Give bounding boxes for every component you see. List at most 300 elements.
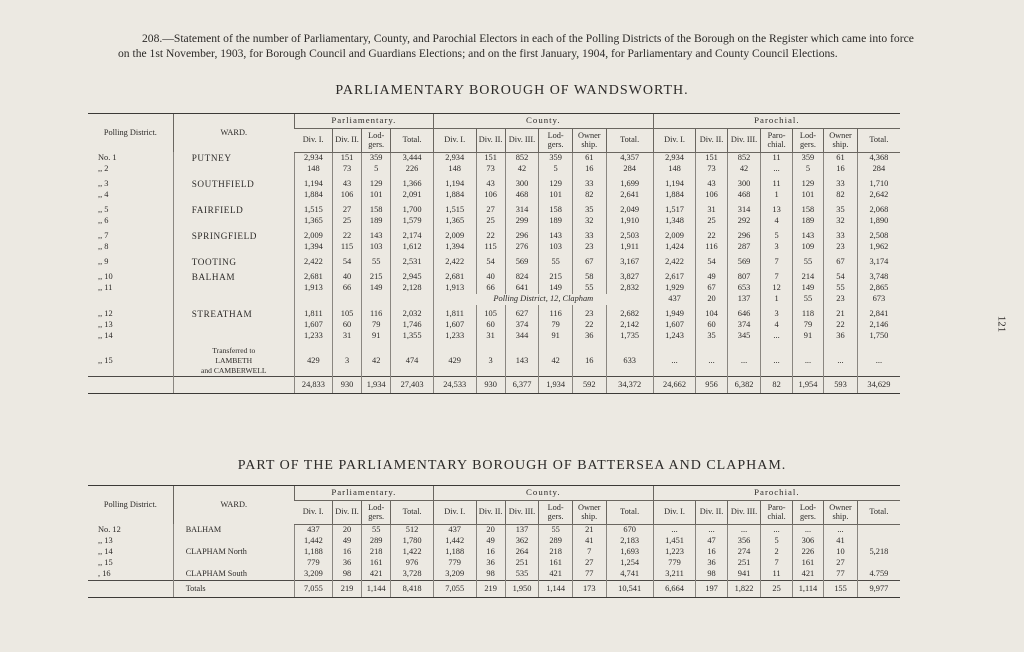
parochial-value: ... [696, 346, 727, 377]
parliamentary-value: 2,422 [294, 257, 332, 268]
parochial-total-value: 956 [696, 376, 727, 393]
county-value: 106 [476, 190, 505, 201]
county-value: 103 [539, 242, 573, 253]
parochial-value: ... [696, 524, 727, 536]
county-value: 362 [505, 536, 539, 547]
parochial-value: 1,949 [653, 309, 696, 320]
county-value: 1,188 [433, 547, 476, 558]
parochial-value: 149 [792, 283, 823, 294]
parliamentary-value: 79 [362, 320, 391, 331]
county-value: 824 [505, 272, 539, 283]
county-value: 20 [476, 524, 505, 536]
parochial-value: ... [857, 346, 900, 377]
parochial-value: 101 [792, 190, 823, 201]
parliamentary-value: 2,174 [391, 231, 434, 242]
parochial-value: 274 [727, 547, 761, 558]
header-owner-ship: Owner ship. [572, 128, 606, 152]
table-row [88, 346, 900, 377]
ward-cell [173, 164, 294, 175]
county-value: 670 [606, 524, 653, 536]
county-value: 1,911 [606, 242, 653, 253]
header-total: Total. [857, 128, 900, 152]
empty-cell [362, 294, 391, 305]
ward-cell: TOOTING [173, 257, 294, 268]
parochial-value: 49 [696, 272, 727, 283]
wandsworth-title: PARLIAMENTARY BOROUGH OF WANDSWORTH. [335, 83, 689, 98]
polling-district-cell: ,, 15 [98, 558, 113, 567]
county-value: 40 [476, 272, 505, 283]
parochial-value: 374 [727, 320, 761, 331]
parochial-value: 2,068 [857, 205, 900, 216]
polling-district-cell [88, 294, 173, 305]
parochial-value: 161 [792, 558, 823, 569]
parochial-value: 569 [727, 257, 761, 268]
parochial-value: 359 [792, 152, 823, 164]
county-total-value: 34,372 [606, 376, 653, 393]
polling-district-cell: ,, 6 [98, 216, 109, 225]
parochial-value: 852 [727, 152, 761, 164]
header-total: Total. [391, 128, 434, 152]
county-value: 2,142 [606, 320, 653, 331]
parliamentary-value: 1,355 [391, 331, 434, 342]
parochial-value: 23 [824, 294, 858, 305]
polling-district-cell: ,, 5 [98, 205, 109, 214]
county-value: 143 [539, 231, 573, 242]
table-row [88, 242, 900, 253]
header-div-iii: Div. III. [505, 128, 539, 152]
parliamentary-value: 3,728 [391, 569, 434, 581]
parliamentary-value: 976 [391, 558, 434, 569]
parliamentary-value: 31 [332, 331, 361, 342]
header-polling-district: Polling District. [88, 114, 173, 153]
county-value: 151 [476, 152, 505, 164]
parochial-value: 300 [727, 179, 761, 190]
parochial-value: 3,174 [857, 257, 900, 268]
county-value: 129 [539, 179, 573, 190]
county-value: 1,394 [433, 242, 476, 253]
table-row [88, 569, 900, 581]
county-value: 2,832 [606, 283, 653, 294]
header-parochial-col: Paro-chial. [761, 500, 792, 524]
county-value: 3,827 [606, 272, 653, 283]
header-lodgers: Lod-gers. [539, 128, 573, 152]
parliamentary-value: 43 [332, 179, 361, 190]
table-row [88, 190, 900, 201]
county-total-value: 24,533 [433, 376, 476, 393]
parochial-value: 653 [727, 283, 761, 294]
parochial-value: 67 [824, 257, 858, 268]
county-value: 429 [433, 346, 476, 377]
parochial-value: 1,348 [653, 216, 696, 227]
empty-cell [391, 294, 434, 305]
parochial-value: 151 [696, 152, 727, 164]
polling-district-cell: ,, 8 [98, 242, 109, 251]
parochial-value: 1,710 [857, 179, 900, 190]
parochial-value: ... [653, 524, 696, 536]
parochial-value: 5 [761, 231, 792, 242]
parochial-value: 73 [696, 164, 727, 175]
county-value: 284 [606, 164, 653, 175]
county-value: 7 [572, 547, 606, 558]
parochial-value: 55 [792, 257, 823, 268]
polling-district-cell: ,, 7 [98, 231, 109, 240]
parochial-value: 12 [761, 283, 792, 294]
parliamentary-value: 1,188 [294, 547, 332, 558]
parochial-value: 22 [696, 231, 727, 242]
parliamentary-value: 116 [362, 309, 391, 320]
parliamentary-value: 42 [362, 346, 391, 377]
county-value: 3 [476, 346, 505, 377]
parliamentary-value: 143 [362, 231, 391, 242]
county-value: 1,442 [433, 536, 476, 547]
county-total-value: 10,541 [606, 580, 653, 597]
polling-district-cell: ,, 12 [98, 309, 113, 318]
header-div-iii: Div. III. [727, 500, 761, 524]
parochial-value: 35 [696, 331, 727, 342]
header-owner-ship: Owner ship. [824, 500, 858, 524]
county-value: 148 [433, 164, 476, 175]
parochial-value: 421 [792, 569, 823, 581]
table-row [88, 152, 900, 164]
parliamentary-value: 16 [332, 547, 361, 558]
county-value: 91 [539, 331, 573, 342]
parliamentary-value: 40 [332, 272, 361, 283]
parochial-value: 2,841 [857, 309, 900, 320]
totals-row [88, 580, 900, 597]
county-value: 374 [505, 320, 539, 331]
parliamentary-value: 1,780 [391, 536, 434, 547]
parochial-value: 7 [761, 272, 792, 283]
parliamentary-value: 148 [294, 164, 332, 175]
parochial-value: 143 [792, 231, 823, 242]
parliamentary-value: 149 [362, 283, 391, 294]
polling-district-cell: No. 1 [98, 152, 117, 162]
county-value: 115 [476, 242, 505, 253]
county-value: 33 [572, 231, 606, 242]
parochial-value: ... [653, 346, 696, 377]
polling-district-cell: ,, 4 [98, 190, 109, 199]
parochial-value: 22 [824, 320, 858, 331]
ward-cell: CLAPHAM South [173, 569, 294, 581]
parliamentary-value: 73 [332, 164, 361, 175]
parochial-value: 1,750 [857, 331, 900, 342]
parliamentary-total-value: 27,403 [391, 376, 434, 393]
polling-district-cell: ,, 2 [98, 164, 109, 173]
county-value: 189 [539, 216, 573, 227]
parliamentary-value: 106 [332, 190, 361, 201]
parochial-value: 1,451 [653, 536, 696, 547]
parliamentary-value: 91 [362, 331, 391, 342]
county-value: 43 [476, 179, 505, 190]
county-value: 2,641 [606, 190, 653, 201]
county-total-value: 1,144 [539, 580, 573, 597]
polling-district-cell: ,, 11 [98, 283, 113, 292]
parochial-value: 292 [727, 216, 761, 227]
ward-cell [173, 320, 294, 331]
parliamentary-value: 1,422 [391, 547, 434, 558]
clapham-south-total: 4.759 [857, 569, 900, 581]
parliamentary-value: 105 [332, 309, 361, 320]
county-value: 143 [505, 346, 539, 377]
parochial-value: 3 [761, 242, 792, 253]
county-total-value: 7,055 [433, 580, 476, 597]
county-value: 55 [572, 283, 606, 294]
header-parochial: Parochial. [653, 114, 900, 129]
county-value: 36 [476, 558, 505, 569]
county-value: 314 [505, 205, 539, 216]
parliamentary-value: 158 [362, 205, 391, 216]
county-value: 1,699 [606, 179, 653, 190]
county-value: 73 [476, 164, 505, 175]
header-lodgers: Lod-gers. [539, 500, 573, 524]
parliamentary-total-value: 1,144 [362, 580, 391, 597]
table-row [88, 320, 900, 331]
parochial-value: ... [761, 331, 792, 342]
county-value: 66 [476, 283, 505, 294]
parliamentary-value: 1,607 [294, 320, 332, 331]
county-value: 25 [476, 216, 505, 227]
empty-cell [294, 294, 332, 305]
parliamentary-value: 779 [294, 558, 332, 569]
parochial-value: 437 [653, 294, 696, 305]
parliamentary-value: 189 [362, 216, 391, 227]
parliamentary-value: 1,366 [391, 179, 434, 190]
county-value: 22 [476, 231, 505, 242]
county-value: 22 [572, 320, 606, 331]
battersea-title: PART OF THE PARLIAMENTARY BOROUGH OF BATTERSEA AND CLAPHAM. [237, 458, 787, 473]
county-value: 1,233 [433, 331, 476, 342]
county-value: 569 [505, 257, 539, 268]
ward-cell [173, 294, 294, 305]
parochial-value: 1,962 [857, 242, 900, 253]
county-value: 41 [572, 536, 606, 547]
parochial-value: 2,422 [653, 257, 696, 268]
ward-cell [173, 242, 294, 253]
ward-cell: BALHAM [173, 272, 294, 283]
parliamentary-value: 215 [362, 272, 391, 283]
parochial-total-value: 593 [824, 376, 858, 393]
ward-cell: FAIRFIELD [173, 205, 294, 216]
parliamentary-value: 98 [332, 569, 361, 581]
county-value: 1,735 [606, 331, 653, 342]
parochial-value: 25 [696, 216, 727, 227]
table-row [88, 164, 900, 175]
county-value: 16 [572, 164, 606, 175]
header-div-ii: Div. II. [332, 128, 361, 152]
parliamentary-value: 2,945 [391, 272, 434, 283]
county-total-value: 1,934 [539, 376, 573, 393]
parliamentary-value: 421 [362, 569, 391, 581]
county-total-value: 592 [572, 376, 606, 393]
parliamentary-value: 66 [332, 283, 361, 294]
parochial-total-value: 197 [696, 580, 727, 597]
clapham-north-total: 5,218 [857, 536, 900, 569]
parochial-value: 1,890 [857, 216, 900, 227]
county-value: 23 [572, 309, 606, 320]
county-value: 359 [539, 152, 573, 164]
header-total: Total. [857, 500, 900, 524]
parliamentary-value: 2,009 [294, 231, 332, 242]
table-row [88, 216, 900, 227]
parliamentary-value: 1,394 [294, 242, 332, 253]
ward-cell [173, 558, 294, 569]
ward-cell [173, 190, 294, 201]
county-value: 42 [505, 164, 539, 175]
ward-cell [173, 346, 294, 377]
parochial-value: 11 [761, 569, 792, 581]
parochial-value: 2 [761, 547, 792, 558]
polling-district-cell: ,, 13 [98, 536, 113, 545]
parliamentary-value: 1,194 [294, 179, 332, 190]
county-value: 468 [505, 190, 539, 201]
county-value: 1,910 [606, 216, 653, 227]
parochial-value: 5 [792, 164, 823, 175]
header-polling-district: Polling District. [88, 486, 173, 525]
parochial-value: 1,884 [653, 190, 696, 201]
parliamentary-value: 2,091 [391, 190, 434, 201]
county-value: 1,365 [433, 216, 476, 227]
header-ward: WARD. [173, 114, 294, 153]
parochial-value: 189 [792, 216, 823, 227]
county-value: 300 [505, 179, 539, 190]
parochial-value: 55 [824, 283, 858, 294]
parochial-value: 1,424 [653, 242, 696, 253]
table-row [88, 257, 900, 268]
parliamentary-value: 2,032 [391, 309, 434, 320]
polling-district-cell: ,, 14 [98, 331, 113, 340]
county-value: 2,503 [606, 231, 653, 242]
parochial-total-value: 24,662 [653, 376, 696, 393]
parochial-value: 356 [727, 536, 761, 547]
header-div-iii: Div. III. [727, 128, 761, 152]
parochial-value: 1,194 [653, 179, 696, 190]
county-value: 1,607 [433, 320, 476, 331]
county-value: 852 [505, 152, 539, 164]
parochial-total-value: 82 [761, 376, 792, 393]
totals-label-cell [88, 376, 173, 393]
parochial-value: 941 [727, 569, 761, 581]
parochial-total-value: 155 [824, 580, 858, 597]
county-value: 1,254 [606, 558, 653, 569]
parochial-total-value: 6,664 [653, 580, 696, 597]
polling-district-cell: ,, 13 [98, 320, 113, 329]
county-value: 21 [572, 524, 606, 536]
parliamentary-value: 1,515 [294, 205, 332, 216]
parochial-value: 54 [824, 272, 858, 283]
parliamentary-value: 161 [362, 558, 391, 569]
parliamentary-value: 60 [332, 320, 361, 331]
county-value: 33 [572, 179, 606, 190]
parochial-value: 2,508 [857, 231, 900, 242]
parliamentary-value: 2,531 [391, 257, 434, 268]
county-total-value: 930 [476, 376, 505, 393]
table-row [88, 179, 900, 190]
ward-line: and CAMBERWELL [200, 365, 267, 375]
header-div-ii: Div. II. [476, 128, 505, 152]
parochial-value: 118 [792, 309, 823, 320]
parochial-value: 13 [761, 205, 792, 216]
parochial-value: 1 [761, 294, 792, 305]
parochial-value: ... [792, 346, 823, 377]
parochial-value: 23 [824, 242, 858, 253]
parochial-value: 21 [824, 309, 858, 320]
header-parliamentary: Parliamentary. [294, 486, 433, 501]
county-value: 4,741 [606, 569, 653, 581]
header-lodgers: Lod-gers. [792, 128, 823, 152]
header-lodgers: Lod-gers. [362, 128, 391, 152]
header-owner-ship: Owner ship. [572, 500, 606, 524]
parochial-value: 43 [696, 179, 727, 190]
polling-district-cell: ,, 15 [98, 355, 113, 365]
parochial-value: 129 [792, 179, 823, 190]
parochial-value: 1,517 [653, 205, 696, 216]
empty-cell [857, 524, 900, 536]
county-value: 641 [505, 283, 539, 294]
county-value: 49 [476, 536, 505, 547]
parliamentary-value: 3,444 [391, 152, 434, 164]
county-value: 1,811 [433, 309, 476, 320]
county-value: 5 [539, 164, 573, 175]
parliamentary-value: 2,128 [391, 283, 434, 294]
ward-line: LAMBETH [215, 355, 253, 365]
parliamentary-value: 2,681 [294, 272, 332, 283]
county-value: 149 [539, 283, 573, 294]
parliamentary-total-value: 7,055 [294, 580, 332, 597]
county-value: 35 [572, 205, 606, 216]
table-row [88, 524, 900, 536]
table-row [88, 558, 900, 569]
county-value: 31 [476, 331, 505, 342]
parochial-value: 109 [792, 242, 823, 253]
parliamentary-value: 101 [362, 190, 391, 201]
county-total-value: 1,950 [505, 580, 539, 597]
county-value: 218 [539, 547, 573, 558]
county-value: 101 [539, 190, 573, 201]
county-value: 2,183 [606, 536, 653, 547]
parochial-value: 296 [727, 231, 761, 242]
county-value: 779 [433, 558, 476, 569]
county-value: 2,681 [433, 272, 476, 283]
totals-label: Totals [173, 580, 294, 597]
parliamentary-value: 1,811 [294, 309, 332, 320]
table-row [88, 205, 900, 216]
parliamentary-value: 115 [332, 242, 361, 253]
parochial-value: 214 [792, 272, 823, 283]
parochial-value: 3,748 [857, 272, 900, 283]
table-row [88, 294, 900, 305]
parochial-value: 31 [696, 205, 727, 216]
ward-cell: BALHAM [173, 524, 294, 536]
parochial-value: 314 [727, 205, 761, 216]
parliamentary-value: 1,233 [294, 331, 332, 342]
parliamentary-value: 1,884 [294, 190, 332, 201]
parochial-value: 5 [761, 536, 792, 547]
parochial-value: ... [727, 346, 761, 377]
county-total-value: 6,377 [505, 376, 539, 393]
parochial-value: 36 [696, 558, 727, 569]
parochial-value: ... [761, 346, 792, 377]
county-value: 42 [539, 346, 573, 377]
county-value: 215 [539, 272, 573, 283]
county-value: 535 [505, 569, 539, 581]
header-county: County. [433, 114, 653, 129]
parochial-value: 2,146 [857, 320, 900, 331]
parochial-value: 2,009 [653, 231, 696, 242]
parliamentary-value: 55 [362, 524, 391, 536]
parochial-value: 82 [824, 190, 858, 201]
header-parochial-col: Paro-chial. [761, 128, 792, 152]
header-total: Total. [606, 128, 653, 152]
